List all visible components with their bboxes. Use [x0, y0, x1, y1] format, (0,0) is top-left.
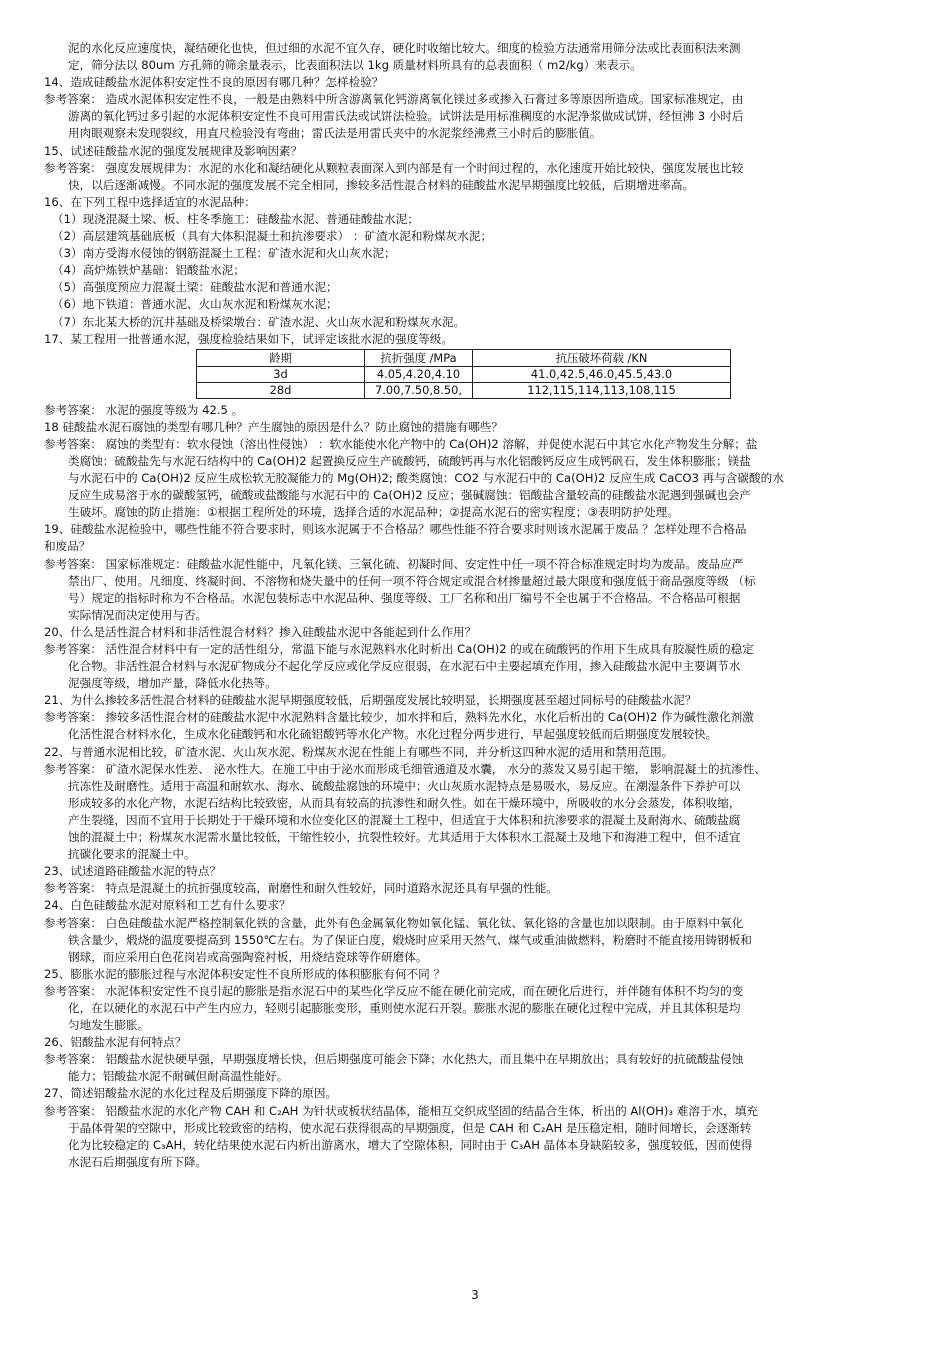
table-header-row	[197, 349, 731, 366]
text-line: 用肉眼观察未发现裂纹，用直尺检验没有弯曲；雷氏法是用雷氏夹中的水泥浆经沸煮三小时后的膨胀值。	[68, 126, 602, 141]
text-line: 参考答案： 水泥的强度等级为 42.5 。	[44, 402, 244, 417]
text-line: 参考答案： 掺较多活性混合材的硅酸盐水泥中水泥熟料含量比较少，加水拌和后，熟料先水化，水化后析出的 Ca(OH)2 作为碱性激化剂激	[44, 710, 754, 725]
text-line: 15、试述硅酸盐水泥的强度发展规律及影响因素？	[44, 143, 303, 158]
strength-test-table	[196, 349, 731, 399]
text-line: 化，在以硬化的水泥石中产生内应力，轻则引起膨胀变形，重则使水泥石开裂。膨胀水泥的膨胀在硬化过程中完成，并且其体积是均	[68, 1000, 741, 1015]
text-line: 14、造成硅酸盐水泥体积安定性不良的原因有哪几种？怎样检验？	[44, 75, 384, 90]
answer-text-block-1	[44, 40, 906, 348]
text-line: 参考答案： 矿渣水泥保水性差、 泌水性大。在施工中由于泌水而形成毛细管通道及水囊， 水分的蒸发又易引起干缩， 影响混凝土的抗渗性、	[44, 761, 766, 776]
table-row	[197, 366, 731, 382]
text-line: （3）南方受海水侵蚀的钢筋混凝土工程：矿渣水泥和火山灰水泥；	[52, 246, 396, 261]
table-header-cell: 龄期	[197, 349, 365, 366]
text-line: 钢球，而应采用白色花岗岩或高强陶瓷衬板，用烧结瓷球等作研磨体。	[68, 949, 428, 964]
table-cell: 3d	[197, 366, 365, 382]
text-line: 参考答案： 铝酸盐水泥快硬早强，早期强度增长快，但后期强度可能会下降；水化热大，而且集中在早期放出；具有较好的抗硫酸盐侵蚀	[44, 1052, 744, 1067]
text-line: 20、什么是活性混合材料和非活性混合材料？掺入硅酸盐水泥中各能起到什么作用？	[44, 624, 477, 639]
table-cell: 41.0,42.5,46.0,45.5,43.0	[473, 366, 731, 382]
answer-text-block-2	[44, 402, 906, 1171]
text-line: 产生裂缝，因而不宜用于长期处于干燥环境和水位变化区的混凝土工程中，但适宜于大体积和抗渗要求的混凝土及耐海水、硫酸盐腐	[68, 812, 741, 827]
table-cell: 28d	[197, 382, 365, 398]
text-line: 参考答案： 活性混合材料中有一定的活性组分，常温下能与水泥熟料水化时析出 Ca(OH)2 的或在硫酸钙的作用下生成具有胶凝性质的稳定	[44, 642, 754, 656]
text-line: 参考答案： 白色硅酸盐水泥严格控制氧化铁的含量，此外有色金属氧化物如氧化锰、氧化钛、氧化铬的含量也加以限制。由于原料中氧化	[44, 915, 744, 930]
text-line: 参考答案： 国家标准规定：硅酸盐水泥性能中，凡氧化镁、三氧化硫、初凝时间、安定性中任一项不符合标准规定时均为废品。废品应严	[44, 556, 744, 571]
table-row	[197, 382, 731, 398]
text-line: 泥强度等级，增加产量，降低水化热等。	[68, 676, 277, 691]
text-line: 号）规定的指标时称为不合格品。水泥包装标志中水泥品种、强度等级、工厂名称和出厂编号不全也属于不合格品。不合格品可根据	[68, 590, 741, 605]
text-line: 类腐蚀：硫酸盐先与水泥石结构中的 Ca(OH)2 起置换反应生产硫酸钙，硫酸钙再与水化铝酸钙反应生成钙矾石，发生体积膨胀；镁盐	[68, 453, 751, 468]
text-line: 化为比较稳定的 C₃AH，转化结果使水泥石内析出游离水，增大了空隙体积，同时由于 C₃AH 晶体本身缺陷较多，强度较低，因而使得	[68, 1137, 753, 1152]
text-line: 形成较多的水化产物，水泥石结构比较致密，从而具有较高的抗渗性和耐久性。如在干燥环境中，所吸收的水分会蒸发，体积收缩，	[68, 795, 741, 810]
text-line: （7）东北某大桥的沉井基础及桥梁墩台：矿渣水泥、火山灰水泥和粉煤灰水泥。	[52, 314, 466, 329]
text-line: 26、铝酸盐水泥有何特点？	[44, 1035, 187, 1050]
text-line: 匀地发生膨胀。	[68, 1018, 150, 1033]
text-line: 25、膨胀水泥的膨胀过程与水泥体积安定性不良所形成的体积膨胀有何不同 ？	[44, 966, 446, 981]
table-cell: 7.00,7.50,8.50,	[365, 382, 473, 398]
text-line: 泥的水化反应速度快，凝结硬化也快，但过细的水泥不宜久存，硬化时收缩比较大。细度的检验方法通常用筛分法或比表面积法来测	[68, 41, 741, 55]
text-line: 18 硅酸盐水泥石腐蚀的类型有哪几种？产生腐蚀的原因是什么？防止腐蚀的措施有哪些？	[44, 419, 504, 434]
text-line: 21、为什么掺较多活性混合材料的硅酸盐水泥早期强度较低，后期强度发展比较明显，长期强度甚至超过同标号的硅酸盐水泥？	[44, 693, 697, 708]
text-line: 24、白色硅酸盐水泥对原料和工艺有什么要求？	[44, 898, 291, 913]
page-number: 3	[471, 1288, 479, 1302]
text-line: （6）地下铁道：普通水泥、火山灰水泥和粉煤灰水泥；	[52, 297, 338, 312]
text-line: 参考答案： 强度发展规律为：水泥的水化和凝结硬化从颗粒表面深入到内部是有一个时间过程的，水化速度开始比较快，强度发展也比较	[44, 160, 744, 175]
text-line: 22、与普通水泥相比较，矿渣水泥、火山灰水泥、粉煤灰水泥在性能上有哪些不同，并分析这四种水泥的适用和禁用范围。	[44, 744, 674, 759]
text-line: 和废品？	[44, 539, 91, 554]
document-page	[44, 40, 906, 1171]
text-line: 铁含量少，煅烧的温度要提高到 1550℃左右。为了保证白度，煅烧时应采用天然气、煤气或重油做燃料，粉磨时不能直接用铸钢板和	[68, 932, 752, 947]
text-line: 参考答案： 铝酸盐水泥的水化产物 CAH 和 C₂AH 为针状或板状结晶体，能相互交织成坚固的结晶合生体，析出的 Al(OH)₃ 难溶于水，填充	[44, 1103, 758, 1118]
text-line: 27、简述铝酸盐水泥的水化过程及后期强度下降的原因。	[44, 1086, 338, 1101]
text-line: 能力；铝酸盐水泥不耐碱但耐高温性能好。	[68, 1069, 289, 1084]
text-line: 定，筛分法以 80um 方孔筛的筛余量表示，比表面积法以 1kg 质量材料所具有的总表面积（ m2/kg）来表示。	[68, 58, 642, 73]
text-line: （4）高炉炼铁炉基础：铝酸盐水泥；	[52, 263, 245, 278]
text-line: 16、在下列工程中选择适宜的水泥品种：	[44, 194, 256, 209]
table-header-cell: 抗压破坏荷载 /KN	[473, 349, 731, 366]
text-line: 化合物。非活性混合材料与水泥矿物成分不起化学反应或化学反应很弱，在水泥石中主要起填充作用，掺入硅酸盐水泥中主要调节水	[68, 659, 741, 674]
text-line: （1）现浇混凝土梁、板、柱冬季施工：硅酸盐水泥、普通硅酸盐水泥；	[52, 211, 419, 226]
text-line: 化活性混合材料水化，生成水化硅酸钙和水化硫铝酸钙等水化产物。水化过程分两步进行，早起强度较低而后期强度发展较快。	[68, 727, 718, 742]
text-line: 参考答案： 水泥体积安定性不良引起的膨胀是指水泥石中的某些化学反应不能在硬化前完成，而在硬化后进行，并伴随有体积不均匀的变	[44, 983, 744, 998]
text-line: 游离的氧化钙过多引起的水泥体积安定性不良可用雷氏法或试饼法检验。试饼法是用标准稠度的水泥净浆做成试饼，经恒沸 3 小时后	[68, 109, 744, 124]
text-line: 快，以后逐渐减慢。不同水泥的强度发展不完全相同，掺较多活性混合材料的硅酸盐水泥早期强度比较低，后期增进率高。	[68, 177, 695, 192]
text-line: 抗碳化要求的混凝土中。	[68, 847, 196, 862]
text-line: 参考答案： 腐蚀的类型有：软水侵蚀（溶出性侵蚀） ：软水能使水化产物中的 Ca(OH)2 溶解，并促使水泥石中其它水化产物发生分解；盐	[44, 436, 758, 451]
text-line: 于晶体骨架的空隙中，形成比较致密的结构，使水泥石获得很高的早期强度，但是 CAH 和 C₂AH 是压稳定相，随时间增长，会逐渐转	[68, 1120, 752, 1135]
table-header-cell: 抗折强度 /MPa	[365, 349, 473, 366]
text-line: 参考答案： 特点是混凝土的抗折强度较高，耐磨性和耐久性较好，同时道路水泥还具有早强的性能。	[44, 881, 558, 896]
text-line: 19、硅酸盐水泥检验中，哪些性能不符合要求时，则该水泥属于不合格品？哪些性能不符合要求时则该水泥属于废品 ？怎样处理不合格品	[44, 522, 747, 537]
text-line: 禁出厂、使用。凡细度、终凝时间、不溶物和烧失量中的任何一项不符合规定或混合材掺量超过最大限度和强度低于商品强度等级 （标	[68, 573, 756, 588]
text-line: 参考答案： 造成水泥体积安定性不良，一般是由熟料中所含游离氧化钙游离氧化镁过多或掺入石膏过多等原因所造成。国家标准规定，由	[44, 92, 744, 107]
table-cell: 4.05,4.20,4.10	[365, 366, 473, 382]
text-line: 实际情况而决定使用与否。	[68, 607, 208, 622]
table-cell: 112,115,114,113,108,115	[473, 382, 731, 398]
text-line: （5）高强度预应力混凝土梁：硅酸盐水泥和普通水泥；	[52, 280, 338, 295]
text-line: 反应生成易溶于水的碳酸氢钙，硫酸或盐酸能与水泥石中的 Ca(OH)2 反应；强碱腐蚀：铝酸盐含量较高的硅酸盐水泥遇到强碱也会产	[68, 488, 751, 503]
text-line: 蚀的混凝土中；粉煤灰水泥需水量比较低，干缩性较小，抗裂性较好。尤其适用于大体积水工混凝土及地下和海港工程中，但不适宜	[68, 830, 741, 845]
text-line: 水泥石后期强度有所下降。	[68, 1154, 208, 1169]
text-line: 23、试述道路硅酸盐水泥的特点？	[44, 864, 222, 879]
text-line: 与水泥石中的 Ca(OH)2 反应生成松软无胶凝能力的 Mg(OH)2; 酸类腐蚀：CO2 与水泥石中的 Ca(OH)2 反应生成 CaCO3 再与含碳酸的水	[68, 471, 784, 486]
text-line: 生破坏。腐蚀的防止措施：①根据工程所处的环境，选择合适的水泥品种；②提高水泥石的密实程度；③表明防护处理。	[68, 505, 679, 520]
text-line: （2）高层建筑基础底板（具有大体积混凝土和抗渗要求） ：矿渣水泥和粉煤灰水泥；	[52, 229, 493, 244]
text-line: 17、某工程用一批普通水泥，强度检验结果如下，试评定该批水泥的强度等级。	[44, 331, 453, 346]
text-line: 抗冻性及耐磨性。适用于高温和耐软水、海水、硫酸盐腐蚀的环境中；火山灰质水泥特点是易吸水，易反应。在潮湿条件下养护可以	[68, 778, 741, 793]
